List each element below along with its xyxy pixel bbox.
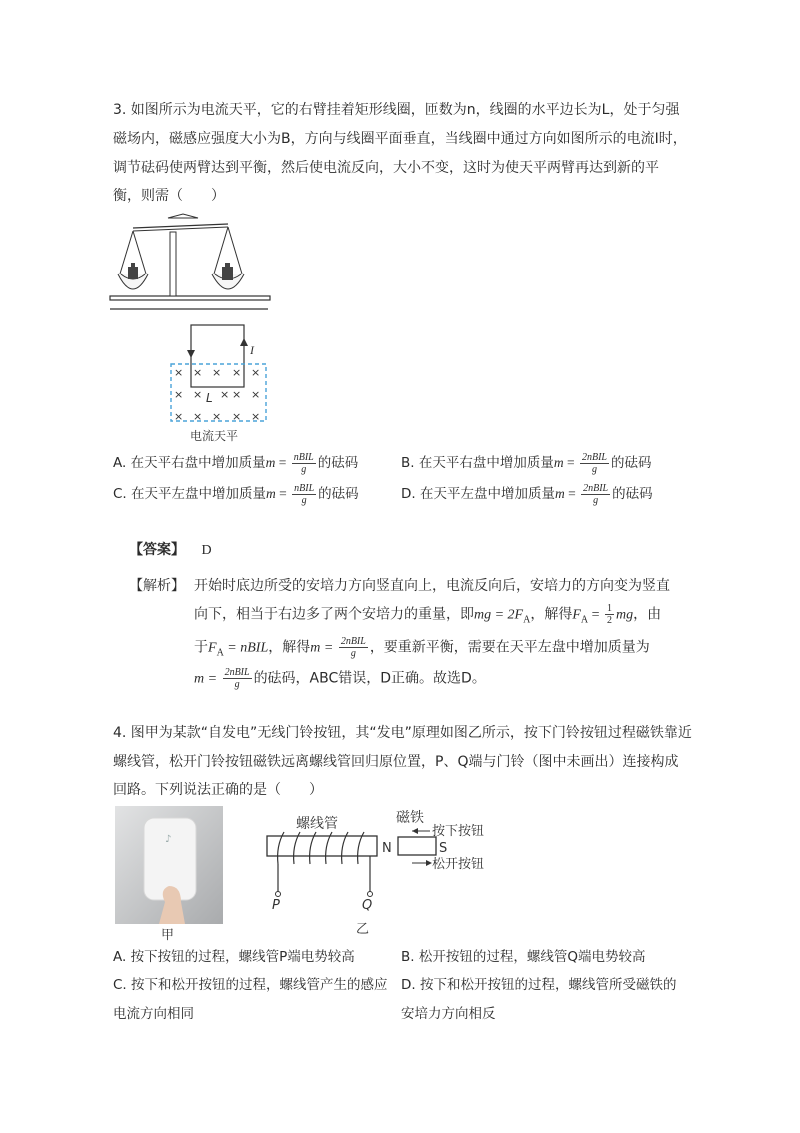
label-q: Q: [362, 898, 373, 913]
q3-option-b[interactable]: B. 在天平右盘中增加质量m = $\frac{\text{2nBIL}}{g}$ 的砝码: [401, 451, 652, 475]
svg-text:×: ×: [232, 410, 242, 423]
doorbell-photo: [115, 806, 223, 941]
fig-yi-caption: 乙: [356, 922, 370, 936]
analysis-line-2: 向下，相当于右边多了两个安培力的重量，即mg = $2F_A$，解得$F_A$ = $\frac{1}{2}$ mg，由: [194, 603, 662, 626]
label-press: 按下按钮: [432, 824, 485, 839]
q4-option-b[interactable]: B. 松开按钮的过程，螺线管Q端电势较高: [401, 949, 646, 965]
answer-value: D: [201, 543, 212, 558]
current-arrow-down: [187, 350, 195, 358]
q4-stem-line-1: 4. 图甲为某款“自发电”无线门铃按钮，其“发电”原理如图乙所示，按下门铃按钮过程磁铁靠近: [113, 725, 692, 741]
label-length: L: [206, 391, 213, 405]
svg-text:×: ×: [232, 388, 242, 401]
analysis-line-4: m = $\frac{\text{2nBIL}}{g}$ 的砝码，ABC错误，D正确。故选D。: [194, 667, 486, 690]
right-weight: [222, 267, 233, 280]
svg-text:×: ×: [251, 410, 261, 423]
analysis-line-3: 于$F_A$ = nBIL，解得m = $\frac{\text{2nBIL}}{g}$ ，要重新平衡，需要在天平左盘中增加质量为: [194, 636, 650, 659]
fig-jia-caption: 甲: [161, 928, 175, 941]
figure-caption: 电流天平: [190, 429, 239, 443]
terminal-q: [368, 892, 373, 897]
svg-text:×: ×: [174, 366, 184, 379]
svg-text:×: ×: [212, 410, 222, 423]
q3-answer: [129, 539, 212, 559]
analysis-tag: 【解析】: [129, 578, 185, 594]
label-release: 松开按钮: [432, 857, 485, 872]
q4-option-c[interactable]: C. 按下和松开按钮的过程，螺线管产生的感应 电流方向相同: [113, 977, 388, 1022]
svg-text:×: ×: [174, 388, 184, 401]
balance-post: [170, 232, 176, 296]
current-arrow-up: [240, 338, 248, 346]
q3-stem-line-4: 衡，则需（ ）: [113, 188, 225, 204]
current-balance-figure: [108, 212, 278, 447]
solenoid-figure: [262, 806, 502, 936]
label-s: S: [439, 841, 448, 856]
balance-base: [110, 296, 270, 300]
left-weight: [128, 267, 138, 279]
q4-stem-line-3: 回路。下列说法正确的是（ ）: [113, 782, 323, 798]
q4-option-a[interactable]: A. 按下按钮的过程，螺线管P端电势较高: [113, 949, 355, 965]
analysis-line-1: 开始时底边所受的安培力方向竖直向上，电流反向后，安培力的方向变为竖直: [194, 578, 670, 594]
field-crosses: [174, 366, 260, 423]
bell-icon: ♪: [165, 834, 172, 845]
svg-text:×: ×: [220, 388, 230, 401]
svg-text:×: ×: [193, 366, 203, 379]
q3-option-d[interactable]: D. 在天平左盘中增加质量m = $\frac{\text{2nBIL}}{g}$ 的砝码: [401, 482, 653, 506]
label-magnet: 磁铁: [396, 810, 424, 826]
svg-text:×: ×: [193, 388, 203, 401]
svg-text:×: ×: [232, 366, 242, 379]
magnet: [398, 837, 436, 855]
svg-text:×: ×: [251, 366, 261, 379]
svg-text:×: ×: [174, 410, 184, 423]
answer-tag: 【答案】: [129, 542, 185, 558]
terminal-p: [276, 892, 281, 897]
q3-option-c[interactable]: C. 在天平左盘中增加质量m = $\frac{\text{nBIL}}{g}$ 的砝码: [113, 482, 359, 506]
label-current: I: [250, 343, 254, 357]
q3-stem-line-3: 调节砝码使两臂达到平衡，然后使电流反向，大小不变，这时为使天平两臂再达到新的平: [113, 160, 659, 176]
right-pan: [212, 227, 244, 289]
q4-stem-line-2: 螺线管，松开门铃按钮磁铁远离螺线管回归原位置，P、Q端与门铃（图中未画出）连接构成: [113, 754, 679, 770]
q3-stem-line-1: 3. 如图所示为电流天平，它的右臂挂着矩形线圈，匝数为n，线圈的水平边长为L，处于匀强: [113, 102, 680, 118]
svg-text:×: ×: [251, 388, 261, 401]
svg-text:×: ×: [212, 366, 222, 379]
svg-text:×: ×: [193, 410, 203, 423]
q3-stem-line-2: 磁场内，磁感应强度大小为B，方向与线圈平面垂直，当线圈中通过方向如图所示的电流I时，: [113, 131, 687, 147]
label-p: P: [272, 898, 280, 913]
label-solenoid: 螺线管: [296, 816, 338, 832]
q4-option-d[interactable]: D. 按下和松开按钮的过程，螺线管所受磁铁的 安培力方向相反: [401, 977, 677, 1022]
left-pan: [118, 231, 148, 289]
q3-option-a[interactable]: A. 在天平右盘中增加质量m = $\frac{\text{nBIL}}{g}$ 的砝码: [113, 451, 359, 475]
label-n: N: [382, 841, 392, 856]
